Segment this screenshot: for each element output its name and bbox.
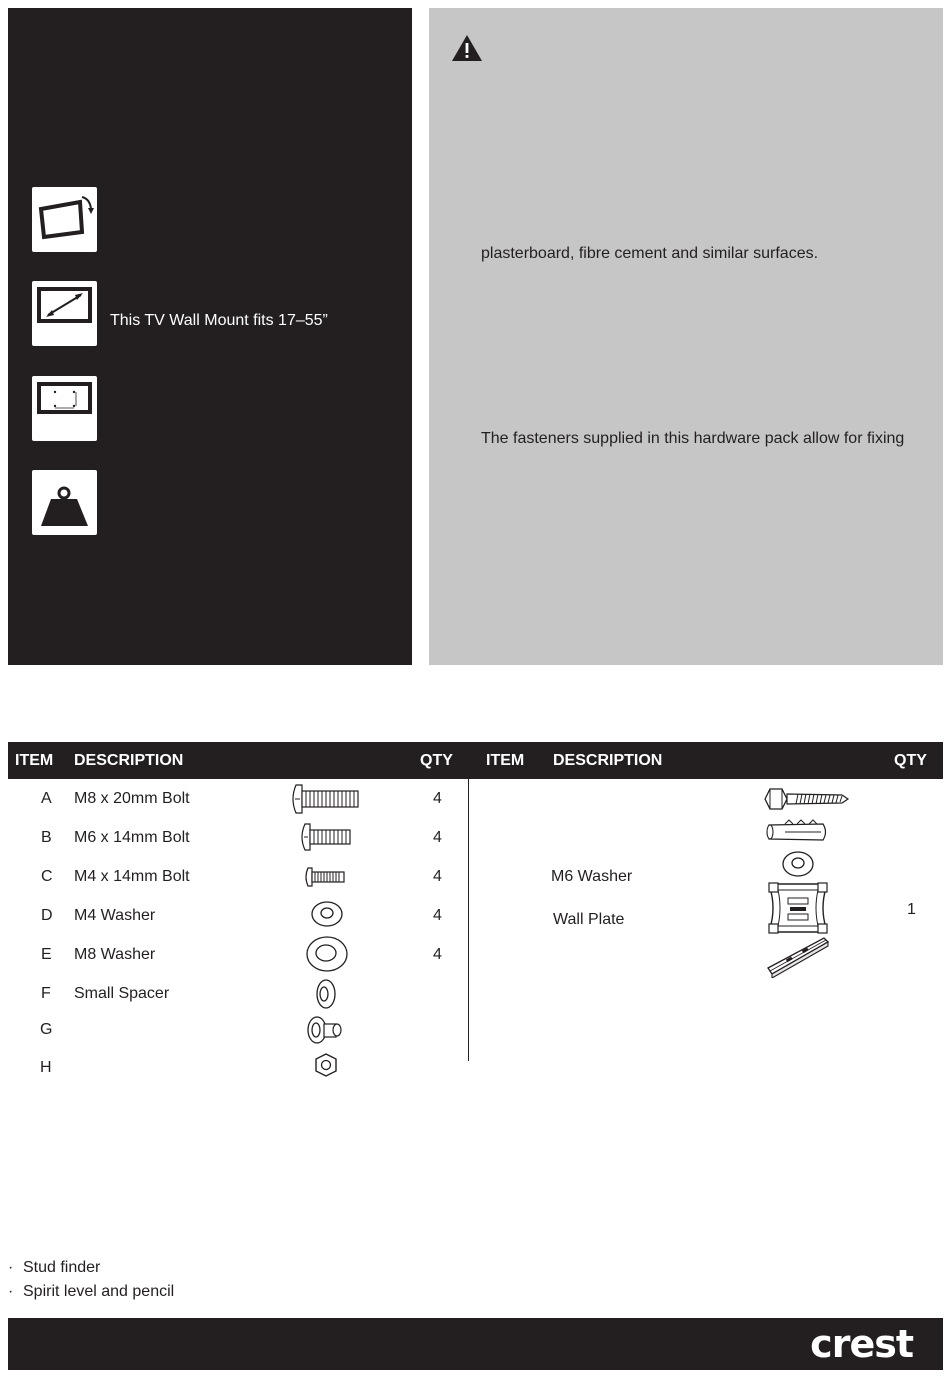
description-header-left: DESCRIPTION [74,752,184,769]
part-description: M8 Washer [74,946,156,963]
small-bolt-icon [303,866,347,888]
warning-icon [451,34,483,67]
part-qty: 4 [433,946,442,963]
nut-icon [313,1052,339,1078]
item-letter: H [40,1059,52,1076]
screen-size-icon [32,281,97,346]
bullet: · [8,1283,14,1300]
description-header-right: DESCRIPTION [553,752,663,769]
part-description: M6 Washer [551,868,633,885]
m6-washer-icon [781,850,815,878]
qty-header-right: QTY [894,752,927,769]
item-letter: F [41,985,51,1002]
long-bolt-icon [288,782,362,816]
part-description: M4 x 14mm Bolt [74,868,190,885]
large-washer-icon [305,935,349,973]
part-qty: 4 [433,829,442,846]
bullet: · [8,1259,14,1276]
part-qty: 4 [433,868,442,885]
surfaces-text: plasterboard, fibre cement and similar surfaces. [481,245,819,262]
tilt-screen-icon [32,187,97,252]
notes-panel [429,8,943,665]
screen-size-text: This TV Wall Mount fits 17–55” [110,312,328,329]
qty-header-left: QTY [420,752,453,769]
hex-bolt-icon [762,786,850,812]
parts-table-header [8,742,943,779]
item-letter: C [41,868,53,885]
item-header-right: ITEM [486,752,525,769]
footer-bar [8,1318,943,1370]
wall-plate-icon [766,880,830,936]
small-washer-icon [310,900,344,928]
mounting-rail-icon [766,934,830,978]
item-letter: D [41,907,53,924]
tool-item [8,1283,174,1301]
part-qty: 4 [433,907,442,924]
fasteners-text: The fasteners supplied in this hardware pack allow for fixing [481,430,905,447]
tool-item [8,1259,100,1277]
part-description: Wall Plate [553,911,625,928]
part-description: M8 x 20mm Bolt [74,790,190,807]
part-description: M4 Washer [74,907,156,924]
crest-logo: crest [810,1322,913,1366]
vesa-pattern-icon [32,376,97,441]
spacer-icon [315,978,337,1010]
large-spacer-icon [304,1014,344,1046]
tool-label: Stud finder [23,1259,101,1276]
features-panel [8,8,412,665]
item-header-left: ITEM [15,752,54,769]
weight-icon [32,470,97,535]
tool-label: Spirit level and pencil [23,1283,175,1300]
part-qty: 4 [433,790,442,807]
part-description: Small Spacer [74,985,170,1002]
item-letter: B [41,829,52,846]
medium-bolt-icon [298,822,354,852]
part-qty: 1 [907,901,916,918]
wall-plug-icon [765,819,829,845]
table-divider [468,779,469,1061]
part-description: M6 x 14mm Bolt [74,829,190,846]
item-letter: E [41,946,52,963]
item-letter: A [41,790,52,807]
item-letter: G [40,1021,53,1038]
